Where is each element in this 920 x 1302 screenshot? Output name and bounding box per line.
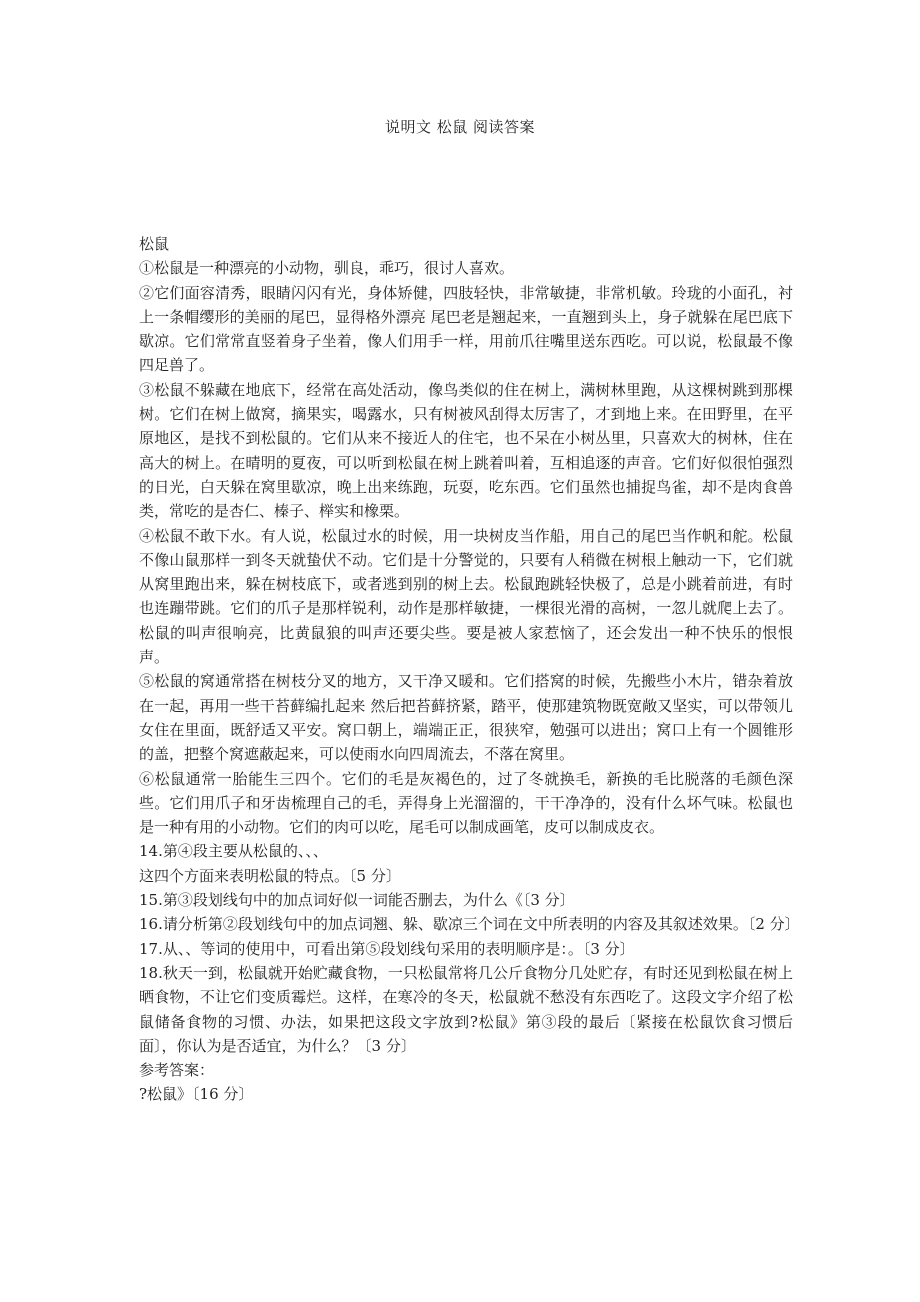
- paragraph-3: ③松鼠不躲藏在地底下，经常在高处活动，像鸟类似的住在树上，满树林里跑，从这棵树跳到那棵树。它们在树上做窝，摘果实，喝露水，只有树被风刮得太厉害了，才到地上来。在田野里，在平原地区，是找不到松鼠的。它们从来不接近人的住宅，也不呆在小树丛里，只喜欢大的树林，住在高大的树上。在晴明的夏夜，可以听到松鼠在树上跳着叫着，互相追逐的声音。它们好似很怕强烈的日光，白天躲在窝里歇凉，晚上出来练跑，玩耍，吃东西。它们虽然也捕捉鸟雀，却不是肉食兽类，常吃的是杏仁、榛子、榉实和橡栗。: [139, 380, 793, 521]
- answers-heading: 参考答案：: [139, 1061, 215, 1080]
- document-body: [139, 232, 800, 1107]
- paragraph-6: ⑥松鼠通常一胎能生三四个。它们的毛是灰褐色的，过了冬就换毛，新换的毛比脱落的毛颜色深些。它们用爪子和牙齿梳理自己的毛，弄得身上光溜溜的，干干净净的，没有什么坏气味。松鼠也是一种有用的小动物。它们的肉可以吃，尾毛可以制成画笔，皮可以制成皮衣。: [139, 769, 793, 837]
- paragraph-5: ⑤松鼠的窝通常搭在树枝分叉的地方，又干净又暖和。它们搭窝的时候，先搬些小木片，错杂着放在一起，再用一些干苔藓编扎起来 然后把苔藓挤紧，踏平，使那建筑物既宽敞又坚实，可以带领儿女住在里面，既舒适又平安。窝口朝上，端端正正，很狭窄，勉强可以进出；窝口上有一个圆锥形的盖，把整个窝遮蔽起来，可以使雨水向四周流去，不落在窝里。: [139, 672, 793, 764]
- document-title: 说明文 松鼠 阅读答案: [384, 118, 536, 136]
- question-16: 16.请分析第②段划线句中的加点词翘、躲、歇凉三个词在文中所表明的内容及其叙述效果。〔2 分〕: [139, 915, 800, 934]
- question-18: 18.秋天一到，松鼠就开始贮藏食物，一只松鼠常将几公斤食物分几处贮存，有时还见到松鼠在树上晒食物，不让它们变质霉烂。这样，在寒冷的冬天，松鼠就不愁没有东西吃了。这段文字介绍了松鼠储备食物的习惯、办法，如果把这段文字放到?松鼠》第③段的最后〔紧接在松鼠饮食习惯后面〕，你认为是否适宜，为什么？〔3 分〕: [139, 963, 793, 1055]
- question-17: 17.从、、等词的使用中，可看出第⑤段划线句采用的表明顺序是：。〔3 分〕: [139, 939, 635, 958]
- question-14: 14.第④段主要从松鼠的、、、: [139, 842, 328, 861]
- question-14-continued: 这四个方面来表明松鼠的特点。〔5 分〕: [139, 866, 401, 885]
- paragraph-1: ①松鼠是一种漂亮的小动物，驯良，乖巧，很讨人喜欢。: [139, 259, 515, 278]
- answers-line: ?松鼠》〔16 分〕: [139, 1085, 254, 1104]
- paragraph-2: ②它们面容清秀，眼睛闪闪有光，身体矫健，四肢轻快，非常敏捷，非常机敏。玲珑的小面孔，衬上一条帽缨形的美丽的尾巴，显得格外漂亮 尾巴老是翘起来，一直翘到头上，身子就躲在尾巴底下歇凉。它们常常直竖着身子坐着，像人们用手一样，用前爪往嘴里送东西吃。可以说，松鼠最不像四足兽了。: [139, 283, 793, 375]
- article-heading: 松鼠: [139, 235, 170, 253]
- paragraph-4: ④松鼠不敢下水。有人说，松鼠过水的时候，用一块树皮当作船，用自己的尾巴当作帆和舵。松鼠不像山鼠那样一到冬天就蛰伏不动。它们是十分警觉的，只要有人稍微在树根上触动一下，它们就从窝里跑出来，躲在树枝底下，或者逃到别的树上去。松鼠跑跳轻快极了，总是小跳着前进，有时也连蹦带跳。它们的爪子是那样锐利，动作是那样敏捷，一棵很光滑的高树，一忽儿就爬上去了。松鼠的叫声很响亮，比黄鼠狼的叫声还要尖些。要是被人家惹恼了，还会发出一种不快乐的恨恨声。: [139, 526, 793, 667]
- question-15: 15.第③段划线句中的加点词好似一词能否删去，为什么《〔3 分〕: [139, 891, 575, 910]
